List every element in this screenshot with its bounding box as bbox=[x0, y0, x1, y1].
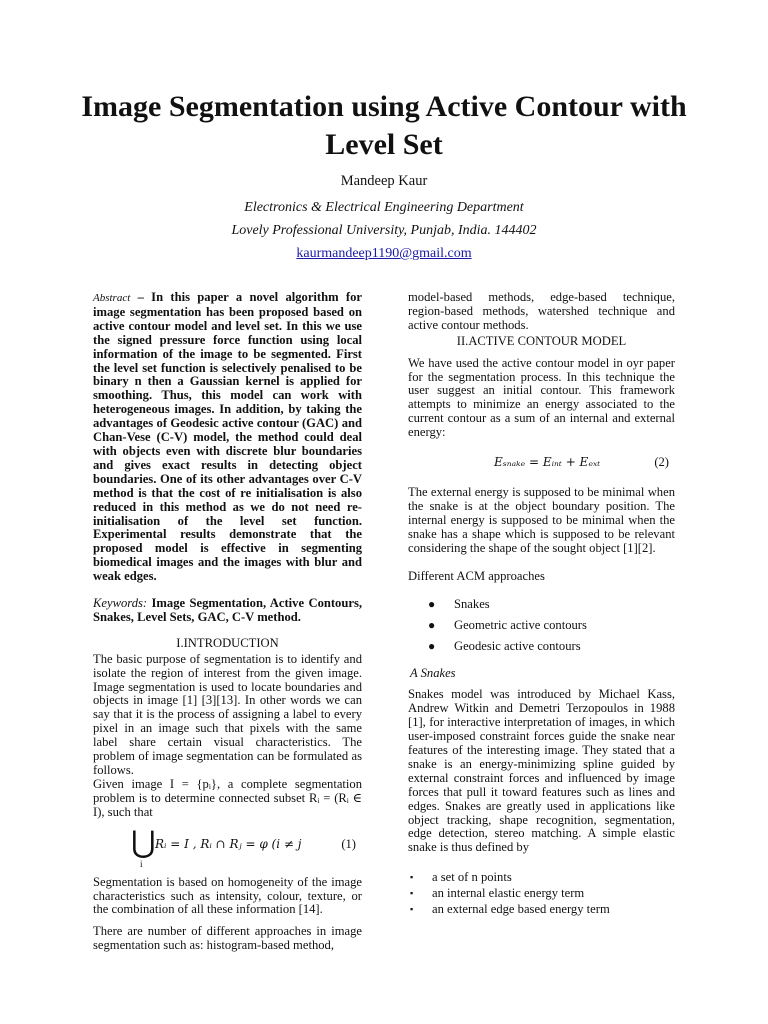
list-item: ● Geometric active contours bbox=[408, 615, 675, 636]
right-paragraph-0: model-based methods, edge-based technique, region-based methods, watershed technique and active contour methods. bbox=[408, 290, 675, 332]
equation-2-body: Eₛₙₐₖₑ = Eᵢₙₜ + Eₑₓₜ bbox=[494, 455, 601, 470]
acm-paragraph-2: The external energy is supposed to be minimal when the snake is at the object boundary position. The internal energy is supposed to be minimal when the snake has a shape which is supposed to be relevant considering the shape of the sought object [1][2]. bbox=[408, 485, 675, 555]
section-heading-active-contour: II.ACTIVE CONTOUR MODEL bbox=[456, 333, 627, 348]
intro-paragraph-2: Given image I = {pᵢ}, a complete segmentation problem is to determine connected subset Rᵢ = (Rᵢ ∈ I), such that bbox=[93, 776, 362, 819]
author-name: Mandeep Kaur bbox=[340, 173, 428, 189]
keywords-text: Image Segmentation, Active Contours, Snakes, Level Sets, GAC, C-V method. bbox=[93, 596, 362, 624]
list-item: ▪ a set of n points bbox=[410, 870, 512, 885]
equation-2 bbox=[408, 450, 675, 480]
keywords bbox=[93, 597, 362, 625]
author-department: Electronics & Electrical Engineering Department bbox=[244, 200, 524, 215]
subsection-heading-snakes: A Snakes bbox=[410, 665, 456, 680]
paper-title: Image Segmentation using Active Contour with Level Set bbox=[81, 90, 687, 161]
union-subscript: i bbox=[140, 858, 143, 869]
list-item: ● Snakes bbox=[408, 594, 675, 615]
bullet-square-icon: ▪ bbox=[410, 872, 414, 883]
bullet-dot-icon: ● bbox=[428, 617, 436, 632]
acm-paragraph-1: We have used the active contour model in oyr paper for the segmentation process. In this technique the user suggest an initial contour. This framework attempts to minimize an energy associated to the current contour as a sum of an internal and external energy: bbox=[408, 355, 675, 440]
bullet-square-icon: ▪ bbox=[410, 904, 414, 915]
equation-1 bbox=[93, 826, 362, 870]
right-column bbox=[408, 291, 675, 917]
equation-1-number: (1) bbox=[341, 836, 356, 851]
equation-1-body: Rᵢ = I , Rᵢ ∩ Rⱼ = φ (i ≠ j bbox=[155, 836, 302, 851]
list-item: ● Geodesic active contours bbox=[408, 636, 675, 657]
list-item: ▪ an internal elastic energy term bbox=[410, 886, 585, 901]
list-item: ▪ an external edge based energy term bbox=[410, 902, 610, 917]
abstract-label: Abstract bbox=[93, 292, 131, 304]
author-email bbox=[0, 246, 768, 262]
section-heading-introduction: I.INTRODUCTION bbox=[176, 635, 279, 650]
acm-approaches-list bbox=[408, 594, 675, 657]
author-university: Lovely Professional University, Punjab, India. 144402 bbox=[231, 223, 537, 238]
keywords-label: Keywords: bbox=[93, 596, 148, 611]
bullet-dot-icon: ● bbox=[428, 638, 436, 653]
abstract bbox=[93, 291, 362, 584]
abstract-text: – In this paper a novel algorithm for image segmentation has been proposed based on active contour model and level set. In this we use the signed pressure force function using local information of the image to be segmented. First the level set function is selectively penalised to be binary n then a Gaussian kernel is applied for smoothing. Thus, this model can work with heterogeneous images. In addition, by taking the advantages of Geodesic active contour (GAC) and Chan-Vese (C-V) model, the method could deal with objects even with discrete blur boundaries and gives exact results in detecting object boundaries. One of its other advantages over C-V method is that the cost of re initialisation is also reduced in this method as we do not need re-initialisation of the level set function. Experimental results demonstrate that the proposed model is effective in segmenting biomedical images and the images with blur and weak edges. bbox=[93, 290, 362, 584]
bullet-dot-icon: ● bbox=[428, 596, 436, 611]
union-symbol: ⋃ bbox=[131, 824, 156, 860]
email-link[interactable]: kaurmandeep1190@gmail.com bbox=[296, 246, 472, 261]
intro-paragraph-3: Segmentation is based on homogeneity of the image characteristics such as intensity, colour, texture, or the combination of all these information [14]. bbox=[93, 874, 362, 917]
snake-terms-list bbox=[408, 869, 675, 917]
intro-paragraph-4: There are number of different approaches in image segmentation such as: histogram-based method, bbox=[93, 924, 362, 953]
equation-2-number: (2) bbox=[654, 455, 669, 470]
intro-paragraph-1: The basic purpose of segmentation is to identify and isolate the region of interest from the given image. Image segmentation is used to locate boundaries and objects in image [1] [3][13]. In other words we can say that it is the process of assigning a label to every pixel in an image such that pixels with the same label share certain visual characteristics. The problem of image segmentation can be formulated as follows. bbox=[93, 651, 362, 777]
acm-paragraph-3: Different ACM approaches bbox=[408, 568, 545, 583]
snakes-paragraph: Snakes model was introduced by Michael Kass, Andrew Witkin and Demetri Terzopoulos in 1988 [1], for interactive interpretation of images, in which user-imposed constraint forces guide the snake near features of the interesting image. They stated that a snake is an energy-minimizing spline guided by external constraint forces and influenced by image forces that pull it toward features such as lines and edges. Snakes are greatly used in applications like object tracking, shape recognition, segmentation, edge detection, stereo matching. A simple elastic snake is thus defined by bbox=[408, 687, 675, 855]
bullet-square-icon: ▪ bbox=[410, 888, 414, 899]
left-column bbox=[93, 291, 362, 953]
